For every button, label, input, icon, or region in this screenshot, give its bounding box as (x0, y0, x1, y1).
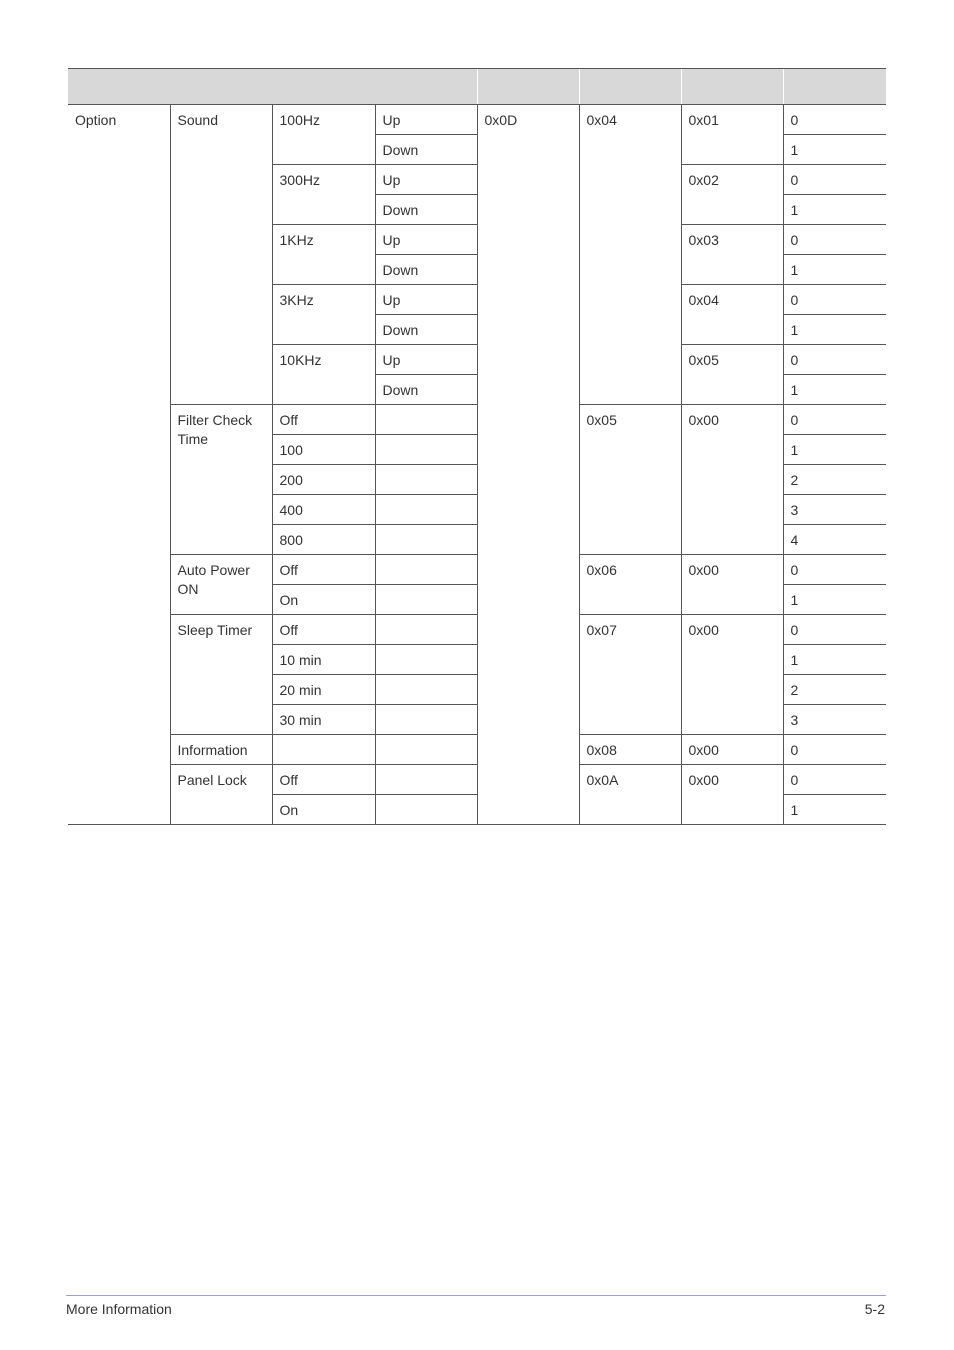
table-cell (375, 435, 477, 465)
table-header-row (68, 69, 886, 105)
table-cell (375, 615, 477, 645)
table-cell: 0 (783, 405, 886, 435)
table-cell: Sleep Timer (170, 615, 272, 735)
table-cell: 2 (783, 465, 886, 495)
table-cell (375, 555, 477, 585)
table-cell: 0 (783, 105, 886, 135)
table-cell: 20 min (272, 675, 375, 705)
header-cell-value (783, 69, 886, 105)
table-cell: 800 (272, 525, 375, 555)
table-cell: 0x0A (579, 765, 681, 825)
table-cell: 0x08 (579, 735, 681, 765)
header-cell-cmd3 (681, 69, 783, 105)
table-cell: 400 (272, 495, 375, 525)
table-cell: Down (375, 135, 477, 165)
table-cell: 10KHz (272, 345, 375, 405)
table-cell: Down (375, 375, 477, 405)
table-cell: 4 (783, 525, 886, 555)
table-cell: 0x01 (681, 105, 783, 165)
table-cell: 0x0D (477, 105, 579, 825)
table-cell: 0x04 (579, 105, 681, 405)
table-cell: 2 (783, 675, 886, 705)
header-cell-cmd2 (579, 69, 681, 105)
table-cell: Auto Power ON (170, 555, 272, 615)
table-cell: 0x02 (681, 165, 783, 225)
table-cell: 0 (783, 615, 886, 645)
table-row (68, 105, 886, 135)
table-cell: On (272, 585, 375, 615)
table-cell: 0 (783, 555, 886, 585)
table-cell: 0x03 (681, 225, 783, 285)
table-cell: 3 (783, 495, 886, 525)
table-cell: 0x00 (681, 405, 783, 555)
table-cell: Option (68, 105, 170, 825)
table-cell: Up (375, 225, 477, 255)
table-cell: Off (272, 405, 375, 435)
table-cell (375, 645, 477, 675)
footer-section-title: More Information (66, 1301, 172, 1317)
table-cell: Up (375, 165, 477, 195)
table-cell: 3KHz (272, 285, 375, 345)
table-cell (375, 465, 477, 495)
table-cell: 0x00 (681, 765, 783, 825)
table-cell (375, 705, 477, 735)
footer-divider (66, 1295, 886, 1296)
table-cell: On (272, 795, 375, 825)
table-cell: 1 (783, 435, 886, 465)
table-cell: Down (375, 255, 477, 285)
table-cell: 0x07 (579, 615, 681, 735)
table-cell: 100Hz (272, 105, 375, 165)
table-cell: Off (272, 765, 375, 795)
table-cell: 0x06 (579, 555, 681, 615)
table-cell (272, 735, 375, 765)
table-cell: 0x00 (681, 615, 783, 735)
table-cell: Sound (170, 105, 272, 405)
table-cell (375, 525, 477, 555)
table-cell: 0x04 (681, 285, 783, 345)
table-cell: 1KHz (272, 225, 375, 285)
table-cell (375, 405, 477, 435)
table-cell: 0 (783, 165, 886, 195)
table-cell: 1 (783, 645, 886, 675)
table-cell (375, 795, 477, 825)
table-cell (375, 585, 477, 615)
table-cell: 0x05 (681, 345, 783, 405)
table-cell: 0x05 (579, 405, 681, 555)
header-cell-cmd1 (477, 69, 579, 105)
table-cell: 1 (783, 375, 886, 405)
table-cell: Filter Check Time (170, 405, 272, 555)
table-cell: 0x00 (681, 735, 783, 765)
page-number: 5-2 (864, 1301, 885, 1317)
table-cell: 0 (783, 225, 886, 255)
table-cell: Up (375, 285, 477, 315)
table-cell (375, 675, 477, 705)
table-cell: Down (375, 195, 477, 225)
table-cell: 0x00 (681, 555, 783, 615)
table-cell: Up (375, 105, 477, 135)
table-cell: Panel Lock (170, 765, 272, 825)
table-cell: 0 (783, 345, 886, 375)
table-cell: 300Hz (272, 165, 375, 225)
table-cell: 3 (783, 705, 886, 735)
table-cell: 10 min (272, 645, 375, 675)
table-cell (375, 495, 477, 525)
table-cell: 1 (783, 585, 886, 615)
table-cell: 1 (783, 795, 886, 825)
table-cell: 0 (783, 765, 886, 795)
header-cell-function (68, 69, 477, 105)
table-cell: 0 (783, 285, 886, 315)
table-cell: 1 (783, 135, 886, 165)
table-cell: Off (272, 555, 375, 585)
table-cell: 1 (783, 315, 886, 345)
table-cell: Off (272, 615, 375, 645)
table-cell: 200 (272, 465, 375, 495)
table-cell: Up (375, 345, 477, 375)
table-cell: 30 min (272, 705, 375, 735)
table-cell: 1 (783, 195, 886, 225)
table-cell: Information (170, 735, 272, 765)
table-cell: Down (375, 315, 477, 345)
table-cell (375, 765, 477, 795)
table-body (68, 105, 886, 825)
table-cell (375, 735, 477, 765)
table-cell: 1 (783, 255, 886, 285)
command-table (68, 68, 886, 825)
table-cell: 0 (783, 735, 886, 765)
table-cell: 100 (272, 435, 375, 465)
